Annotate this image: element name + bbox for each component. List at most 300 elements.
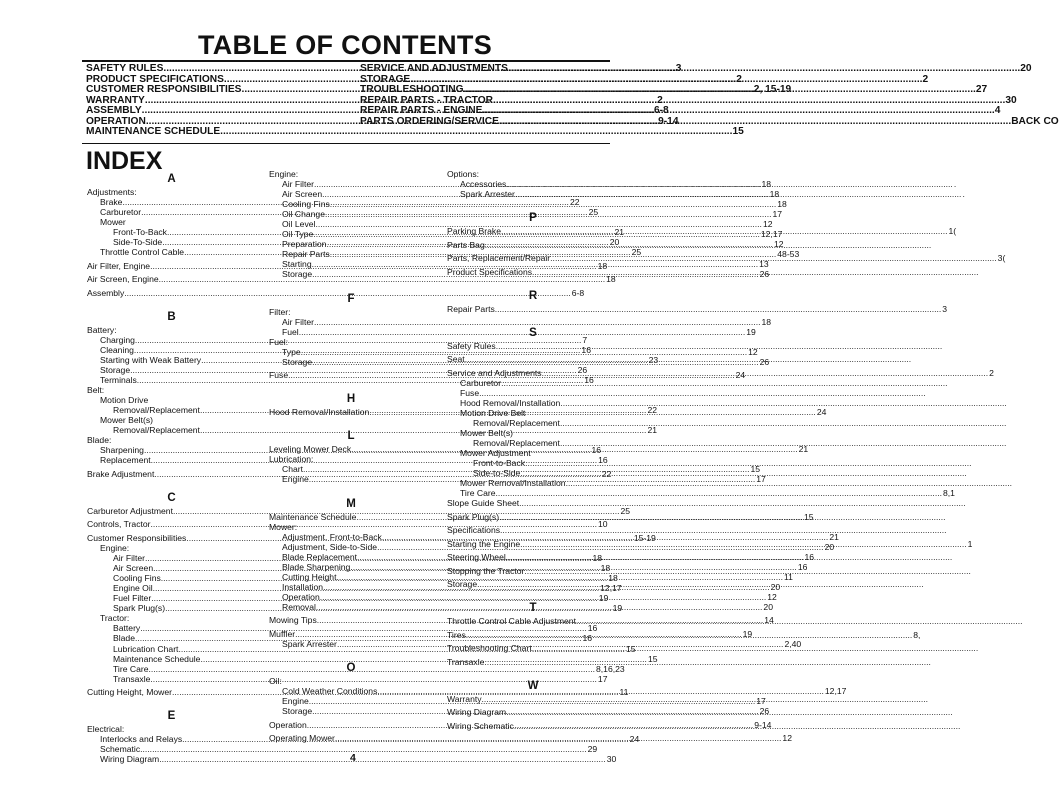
index-entry-label: Air Filter — [113, 553, 145, 564]
index-entry-label: Air Filter — [282, 179, 314, 190]
index-entry-label: Air Filter, Engine — [87, 260, 151, 271]
index-heading-label: Electrical: — [87, 724, 125, 735]
index-entry-page: 1( — [948, 226, 957, 237]
toc-label: PARTS ORDERING/SERVICE — [360, 115, 499, 127]
index-entry-label: Carburetor Adjustment — [87, 505, 173, 516]
index-entry-label: Throttle Control Cable — [100, 247, 185, 258]
index-heading-label: Engine: — [100, 543, 130, 554]
dot-leader — [520, 539, 967, 549]
index-entry-label: Operation — [269, 719, 307, 730]
spacer — [269, 280, 433, 291]
index-entry-page: 12,17 — [824, 686, 847, 697]
index-entry-label: Troubleshooting Chart — [447, 643, 532, 654]
dot-leader — [501, 226, 948, 236]
index-entry-label: Removal — [282, 601, 316, 612]
dot-leader — [465, 354, 912, 364]
index-entry-page: 3( — [997, 253, 1006, 264]
index-entry-page: 9-14 — [754, 719, 772, 730]
dot-leader — [159, 754, 606, 764]
index-entry-page: 18 — [769, 189, 780, 200]
index-entry-page: 24 — [735, 370, 746, 381]
index-entry — [447, 704, 619, 718]
index-entry-label: Preparation — [282, 239, 327, 250]
toc-page: 3 — [675, 63, 682, 74]
index-entry-label: Controls, Tractor — [87, 519, 151, 530]
index-entry-page: 16 — [587, 623, 598, 634]
index-entry-page: 18 — [761, 316, 772, 327]
index-entry-page: 11 — [783, 571, 793, 582]
toc-page: 27 — [975, 84, 988, 95]
index-entry-page: 22 — [601, 468, 612, 479]
toc-page: 2 — [736, 73, 742, 85]
index-entry-label: Spark Plug(s) — [447, 511, 500, 522]
spacer — [447, 314, 619, 325]
dot-leader — [495, 304, 942, 314]
dot-leader — [508, 64, 1020, 75]
index-entry-label: Brake Adjustment — [87, 468, 155, 479]
toc-label: MAINTENANCE SCHEDULE — [86, 126, 221, 137]
dot-leader — [560, 438, 1007, 448]
index-entry-label: Transaxle — [113, 673, 151, 684]
index-letter: S — [529, 326, 537, 339]
index-heading — [87, 325, 256, 335]
index-entry-page: 12,17 — [600, 583, 622, 594]
spacer — [269, 417, 433, 428]
dot-leader — [479, 388, 926, 398]
dot-leader — [496, 488, 943, 498]
toc-label: STORAGE — [360, 73, 411, 85]
index-entry-page — [1007, 398, 1008, 408]
index-entry-page: 16 — [804, 551, 815, 562]
index-entry-page: 17 — [756, 696, 766, 707]
index-entry-page: 48-53 — [777, 249, 800, 260]
index-entry-page: 8,1 — [943, 488, 955, 499]
index-entry-page: 8, — [913, 629, 921, 640]
index-heading — [87, 395, 256, 405]
index-entry-page: 21 — [798, 444, 809, 455]
index-heading-label: Mower Belt(s) — [460, 428, 514, 439]
index-entry — [269, 326, 756, 337]
dot-leader — [499, 512, 946, 522]
index-entry-page: 13 — [759, 259, 769, 270]
index-entry-label: Replacement — [100, 455, 151, 466]
index-entry — [447, 549, 619, 563]
index-entry-page: 15 — [625, 643, 636, 654]
index-entry-page: 20 — [770, 581, 781, 592]
index-entry-page: 15 — [803, 511, 814, 522]
index-heading — [269, 169, 433, 179]
index-entry — [447, 488, 955, 499]
index-entry-label: Blade Sharpening — [282, 561, 351, 572]
index-entry-label: Wiring Schematic — [447, 720, 514, 731]
dot-leader — [501, 378, 948, 388]
toc-page: 20 — [1020, 63, 1032, 74]
dot-leader — [477, 579, 924, 589]
toc-label: REPAIR PARTS - TRACTOR — [360, 94, 494, 106]
toc-page: 30 — [1005, 94, 1017, 106]
index-entry-label: Lubrication Chart — [113, 643, 179, 654]
dot-leader — [506, 179, 953, 189]
index-entry-page — [948, 378, 949, 388]
index-heading — [447, 448, 619, 458]
index-letter: P — [529, 212, 537, 225]
dot-leader — [519, 498, 966, 508]
toc-label: WARRANTY — [86, 94, 145, 106]
toc-page: 4 — [994, 105, 1001, 116]
index-entry-label: Throttle Control Cable Adjustment — [447, 616, 576, 627]
toc-label: PRODUCT SPECIFICATIONS — [86, 73, 224, 85]
index-entry-label: Safety Rules — [447, 340, 496, 351]
index-letter: W — [527, 679, 539, 692]
index-letter: M — [346, 497, 356, 510]
toc-label: OPERATION — [86, 115, 146, 127]
dot-leader — [515, 189, 965, 200]
index-entry — [447, 418, 619, 428]
index-entry — [447, 576, 619, 590]
index-entry-label: Slope Guide Sheet — [447, 498, 520, 509]
index-entry-page: 2,40 — [784, 639, 802, 649]
index-entry-page: 26 — [577, 365, 588, 376]
index-entry-page: 1 — [967, 538, 973, 549]
index-entry-label: Blade — [113, 633, 135, 644]
index-entry-page: 26 — [759, 269, 770, 280]
index-entry-label: Tire Care — [460, 488, 496, 499]
dot-leader — [524, 566, 971, 576]
index-entry-page: 17 — [772, 209, 783, 220]
index-letter: A — [167, 173, 176, 185]
index-entry-label: Leveling Mower Deck — [269, 444, 352, 455]
index-entry — [447, 458, 619, 468]
index-entry-label: Storage — [447, 579, 478, 590]
index-entry-label: Cooling Fins — [282, 199, 330, 210]
index-entry-page: 18 — [608, 573, 618, 584]
dot-leader — [525, 458, 972, 468]
spacer — [87, 697, 256, 708]
index-entry-label: Fuse — [269, 370, 289, 381]
index-entry-page — [928, 694, 929, 704]
index-entry — [87, 505, 631, 516]
index-heading-label: Lubrication: — [269, 454, 314, 465]
index-heading-label: Mower Belt(s) — [100, 415, 154, 426]
index-heading-label: Tractor: — [100, 613, 130, 624]
index-entry-label: Hood Removal/Installation — [460, 397, 561, 408]
index-entry-page: 10 — [598, 519, 608, 530]
index-heading-label: Oil: — [269, 676, 282, 687]
index-entry-page: 20 — [609, 237, 620, 248]
index-entry-page: 29 — [587, 744, 598, 755]
index-entry-label: Fuel — [282, 326, 299, 337]
index-entry — [87, 754, 617, 765]
index-entry-label: Operating Mower — [269, 733, 335, 744]
index-entry-page: 17 — [756, 474, 766, 485]
index-entry-label: Repair Parts — [282, 249, 330, 260]
index-entry-label: Side-To-Side — [113, 237, 163, 248]
dot-leader — [482, 694, 929, 707]
index-entry-label: Adjustment, Front-to-Back — [282, 531, 382, 542]
index-heading-label: Options: — [447, 169, 480, 179]
index-entry-page — [926, 388, 927, 398]
index-entry-page: 16 — [598, 455, 608, 466]
index-entry-page — [1006, 418, 1007, 428]
index-entry-label: Cleaning — [100, 344, 134, 355]
dot-leader — [520, 468, 967, 478]
index-entry-page: 21 — [829, 531, 839, 542]
spacer — [269, 380, 433, 391]
index-entry-label: Fuel Filter — [113, 593, 152, 604]
index-entry-label: Air Screen — [113, 563, 154, 574]
index-entry-page: . — [962, 189, 965, 200]
index-heading — [269, 337, 433, 347]
index-entry-label: Cooling Fins — [113, 573, 161, 584]
index-entry-label: Parking Brake — [447, 226, 501, 237]
index-entry-label: Front-To-Back — [113, 227, 167, 238]
index-heading-label: Blade: — [87, 435, 112, 446]
dot-leader — [140, 744, 587, 754]
page-title: TABLE OF CONTENTS — [197, 30, 493, 60]
index-entry-page: 22 — [647, 405, 657, 416]
index-entry-page: 16 — [591, 445, 602, 456]
index-entry-label: Maintenance Schedule — [269, 511, 357, 522]
index-entry — [447, 378, 619, 388]
dot-leader — [499, 117, 1011, 128]
index-entry-page: 6-8 — [571, 287, 585, 298]
index-entry-label: Carburetor — [100, 207, 142, 218]
index-heading-label: Battery: — [87, 324, 117, 335]
index-entry-page: 18 — [592, 553, 603, 564]
toc-entry — [86, 126, 744, 138]
index-entry-label: Storage — [282, 706, 313, 717]
index-entry — [447, 438, 619, 448]
index-heading — [269, 307, 433, 317]
index-entry-page: 15 — [647, 653, 658, 664]
index-entry-page: 11 — [619, 687, 629, 698]
index-heading — [447, 428, 619, 438]
index-entry-page: 16 — [581, 344, 591, 355]
index-entry-label: Storage — [282, 356, 313, 367]
index-entry-page: . — [953, 179, 957, 190]
index-entry — [447, 351, 619, 365]
index-entry-page: 19 — [746, 326, 756, 337]
index-entry — [269, 219, 773, 230]
index-entry-page: 20 — [763, 601, 773, 612]
index-entry-label: Wiring Diagram — [100, 754, 160, 765]
index-entry-label: Adjustment, Side-to-Side — [282, 541, 378, 552]
dot-leader — [496, 341, 943, 351]
index-entry-label: Spark Arrester — [460, 189, 515, 200]
index-entry-label: Mowing Tips — [269, 615, 317, 626]
index-entry-label: Removal/Replacement — [473, 417, 560, 428]
index-entry-label: Cold Weather Conditions — [282, 686, 378, 697]
title-rule-bottom — [82, 143, 610, 144]
index-entry-page: 18 — [777, 199, 787, 210]
index-heading — [269, 676, 433, 686]
index-entry-page: 25 — [631, 247, 642, 258]
index-entry — [447, 468, 619, 478]
index-entry — [447, 478, 619, 488]
index-entry-page: 12 — [773, 239, 784, 250]
index-entry-label: Battery — [113, 623, 141, 634]
index-entry — [447, 236, 619, 250]
dot-leader — [514, 721, 961, 731]
index-entry-label: Chart — [282, 464, 304, 475]
toc-label: TROUBLESHOOTING — [360, 84, 464, 95]
index-entry-label: Front-to-Back — [473, 458, 526, 469]
toc-label: SAFETY RULES — [86, 63, 164, 74]
index-entry-page — [1006, 438, 1007, 448]
index-entry — [447, 616, 619, 626]
toc-entry — [360, 63, 1032, 75]
index-entry-page: 26 — [759, 706, 770, 717]
index-entry-label: Interlocks and Relays — [100, 734, 183, 745]
index-entry-page: 18 — [597, 260, 608, 271]
index-entry-page: 2 — [989, 367, 994, 378]
index-entry-page — [966, 498, 967, 508]
index-entry — [87, 744, 598, 755]
index-entry-page: 18 — [761, 179, 772, 190]
toc-page: 6-8 — [653, 105, 669, 116]
index-entry-label: Oil Type — [282, 229, 314, 240]
index-entry-label: Storage — [100, 365, 131, 376]
index-entry — [269, 316, 772, 327]
toc-page: 2, 15-19 — [753, 84, 792, 95]
index-entry-page: 22 — [569, 197, 580, 208]
index-entry-label: Cutting Height — [282, 571, 337, 582]
index-entry-page — [967, 468, 968, 478]
index-entry — [87, 663, 625, 674]
index-entry-label: Storage — [282, 269, 313, 280]
index-entry-page: 19 — [598, 593, 609, 604]
index-entry-label: Terminals — [100, 375, 137, 386]
dot-leader — [560, 418, 1007, 428]
toc-label: ASSEMBLY — [86, 105, 142, 116]
index-letter: O — [346, 662, 356, 675]
index-entry-page: 25 — [620, 505, 631, 516]
dot-leader — [560, 398, 1007, 408]
index-entry-label: Maintenance Schedule — [113, 653, 201, 664]
index-entry-page: 16 — [584, 375, 594, 386]
index-entry-label: Starting — [282, 259, 312, 270]
index-entry — [447, 508, 619, 522]
toc-page: 2 — [922, 73, 929, 85]
index-heading — [87, 217, 256, 227]
dot-leader — [482, 106, 994, 117]
dot-leader — [485, 240, 932, 250]
index-entry-label: Sharpening — [100, 445, 144, 456]
index-entry-label: Removal/Replacement — [113, 405, 200, 416]
index-entry-label: Specifications — [447, 525, 501, 536]
index-entry-page: 12,17 — [760, 229, 783, 240]
index-entry — [447, 498, 619, 508]
toc-page: 15 — [732, 126, 744, 137]
index-entry — [447, 522, 619, 536]
index-entry-label: Repair Parts — [447, 303, 495, 314]
spacer — [269, 649, 433, 660]
index-entry-page: 15 — [750, 464, 761, 475]
index-entry-page: 17 — [597, 673, 608, 684]
toc-page: 2 — [657, 94, 663, 106]
index-entry-label: Operation — [282, 591, 320, 602]
index-entry — [447, 653, 619, 667]
dot-leader — [500, 525, 947, 535]
index-entry-label: Transaxle — [447, 656, 485, 667]
index-entry-page: 23 — [648, 354, 659, 365]
index-entry-page: 19 — [612, 603, 623, 614]
index-entry-label: Air Filter — [282, 316, 314, 327]
index-letter: E — [167, 710, 176, 723]
index-heading — [87, 724, 256, 734]
index-letter: L — [347, 430, 355, 443]
toc-label: REPAIR PARTS - ENGINE — [360, 105, 483, 116]
index-entry-label: Engine Oil — [113, 583, 153, 594]
index-entry-label: Tires — [447, 629, 466, 640]
index-entry-page: 12 — [767, 591, 777, 602]
index-entry-page — [1022, 616, 1023, 626]
index-entry-page: 12 — [748, 346, 758, 357]
index-heading-label: Adjustments: — [87, 187, 137, 197]
index-entry — [447, 341, 619, 351]
index-entry-label: Tire Care — [113, 663, 149, 674]
index-entry — [447, 717, 619, 731]
index-entry-page — [972, 458, 973, 468]
spacer — [87, 298, 256, 309]
index-letter: C — [167, 491, 176, 504]
index-entry-page: 16 — [582, 633, 593, 644]
index-entry-label: Customer Responsibilities — [87, 532, 187, 543]
index-entry-page: 30 — [606, 754, 617, 765]
index-heading-label: Mower: — [269, 521, 298, 532]
index-entry-label: Engine — [282, 474, 309, 485]
index-entry-page: 21 — [614, 227, 625, 238]
index-heading — [87, 187, 256, 197]
index-entry-page: 19 — [742, 628, 753, 639]
index-heading-label: Filter: — [269, 306, 291, 317]
index-entry-page — [942, 341, 943, 351]
index-heading — [447, 169, 619, 179]
index-entry-label: Removal/Replacement — [473, 438, 560, 449]
index-entry-page: 15-19 — [633, 532, 656, 543]
index-entry-label: Air Screen, Engine — [87, 274, 159, 285]
index-entry-label: Engine — [282, 696, 309, 707]
index-heading-label: Motion Drive Belt — [460, 407, 526, 418]
index-heading — [87, 613, 256, 623]
dot-leader — [566, 478, 1013, 488]
spacer — [447, 199, 619, 210]
index-entry-label: Brake — [100, 197, 123, 208]
index-title: INDEX — [86, 147, 163, 175]
toc-page: 9-14 — [658, 115, 679, 127]
index-heading-label: Belt: — [87, 385, 105, 396]
index-entry-page: 14 — [764, 615, 774, 626]
index-entry-page — [1012, 478, 1013, 488]
index-entry-page: 20 — [824, 541, 835, 552]
index-letter: F — [347, 292, 355, 305]
index-entry-label: Spark Arrester — [282, 639, 337, 649]
index-heading-label: Mower — [100, 217, 126, 228]
index-entry-label: Parts, Replacement/Repair — [447, 253, 551, 264]
index-entry-label: Charging — [100, 334, 135, 345]
dot-leader — [466, 630, 913, 640]
dot-leader — [506, 552, 953, 562]
dot-leader — [335, 733, 782, 743]
index-entry-page: 3 — [942, 303, 948, 314]
index-entry-page: 26 — [759, 356, 770, 367]
index-entry-label: Accessories — [460, 179, 507, 190]
index-entry-page: 7 — [582, 334, 588, 345]
dot-leader — [506, 707, 953, 717]
index-entry — [447, 562, 619, 576]
index-entry-label: Hood Removal/Installation — [269, 407, 370, 418]
dot-leader — [550, 253, 997, 263]
